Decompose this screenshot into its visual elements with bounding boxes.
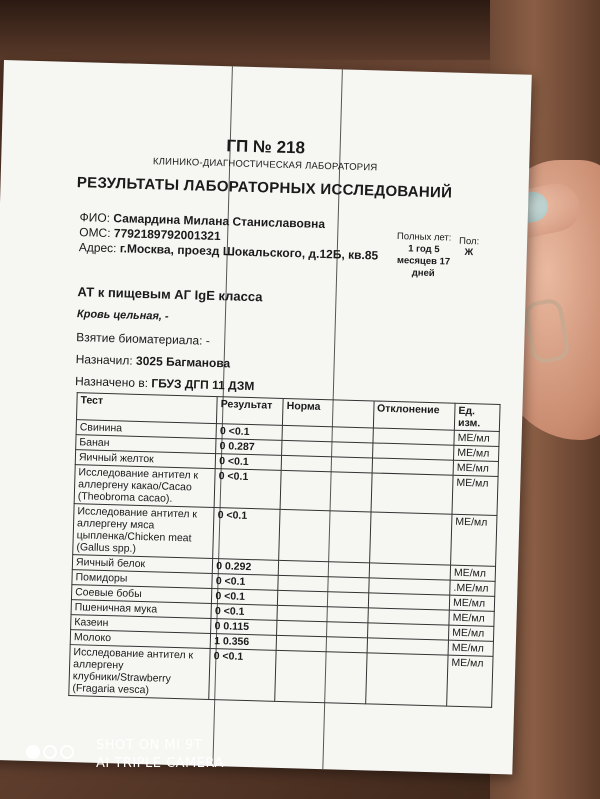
address: г.Москва, проезд Шокальского, д.12Б, кв.85 [119, 241, 379, 263]
col-result: Результат [217, 397, 284, 426]
prescribed-by: 3025 Багманова [135, 353, 231, 371]
cell-unit: .МЕ/мл [450, 580, 495, 596]
address-line [79, 240, 379, 262]
dot-icon [43, 745, 57, 759]
cell-test: Соевые бобы [71, 585, 212, 604]
cell-result: 0 0.292 [213, 559, 279, 576]
col-deviation: Отклонение [373, 401, 455, 430]
cell-deviation [371, 473, 453, 514]
oms-number: 7792189792001321 [113, 226, 221, 244]
cell-deviation [365, 653, 448, 706]
sampling-label: Взятие биоматериала: [76, 330, 203, 348]
sex-block [454, 236, 485, 259]
fio-label: ФИО: [79, 210, 111, 226]
cell-unit: МЕ/мл [452, 475, 498, 515]
age-block [388, 231, 459, 281]
prescribed-label: Назначил: [75, 352, 133, 368]
sampling-value: - [205, 333, 210, 348]
report-title: РЕЗУЛЬТАТЫ ЛАБОРАТОРНЫХ ИССЛЕДОВАНИЙ [76, 174, 453, 202]
cell-result: 0 <0.1 [215, 454, 281, 471]
watermark-line2: AI TRIPLE CAMERA [96, 756, 224, 771]
cell-result: 0 <0.1 [212, 574, 278, 591]
cell-unit: МЕ/мл [447, 655, 493, 707]
results-table [68, 392, 500, 708]
cell-unit: МЕ/мл [449, 610, 494, 626]
address-label: Адрес: [78, 240, 117, 256]
cell-result: 0 <0.1 [211, 604, 277, 621]
dot-icon [26, 745, 40, 759]
cell-result: 0 <0.1 [209, 648, 276, 701]
oms-label: ОМС: [79, 225, 111, 241]
cell-result: 0 0.287 [216, 439, 282, 456]
dot-icon [60, 745, 74, 759]
cell-unit: МЕ/мл [448, 640, 493, 656]
assigned-line [75, 374, 255, 393]
cell-test: Свинина [76, 420, 217, 439]
cell-result: 0 <0.1 [214, 469, 281, 510]
cell-unit: МЕ/мл [453, 460, 498, 476]
table-row [69, 645, 493, 708]
sex-value: Ж [464, 246, 474, 259]
cell-deviation [369, 512, 452, 565]
col-test: Тест [76, 393, 217, 424]
cell-result: 1 0.356 [210, 633, 276, 650]
cell-norm [279, 509, 371, 563]
prescribed-line [75, 352, 230, 370]
cell-test: Пшеничная мука [71, 600, 212, 619]
age-value: 1 год 5 [408, 243, 440, 256]
material: Кровь цельная, - [76, 308, 169, 323]
cell-test: Исследование антител к аллергену какао/Cacao (Theobroma cacao). [74, 465, 215, 508]
cell-test: Исследование антител к аллергену клубники/Strawberry (Fragaria vesca) [69, 645, 211, 700]
cell-unit: МЕ/мл [454, 445, 499, 461]
cell-test: Банан [76, 435, 217, 454]
sex-label: Пол: [458, 235, 480, 248]
cell-result: 0 0.115 [211, 619, 277, 636]
assigned-label: Назначено в: [74, 374, 149, 391]
cell-unit: МЕ/мл [449, 595, 494, 611]
cell-test: Помидоры [72, 570, 213, 589]
col-norm: Норма [283, 398, 374, 428]
cell-norm [280, 470, 371, 512]
cell-result: 0 <0.1 [213, 508, 280, 561]
cell-test: Исследование антител к аллергену мяса цыпленка/Chicken meat (Gallus spp.) [73, 504, 215, 559]
cell-test: Казеин [71, 615, 212, 634]
clinic-title: ГП № 218 [226, 136, 306, 158]
cell-unit: МЕ/мл [454, 430, 499, 446]
cell-test: Яичный желток [75, 450, 216, 469]
cell-test: Яичный белок [72, 555, 213, 574]
study-name: АТ к пищевым АГ IgE класса [77, 284, 263, 305]
age-label: Полных лет: [396, 231, 452, 244]
watermark-line1: SHOT ON MI 9T [96, 738, 203, 753]
lab-subtitle: КЛИНИКО-ДИАГНОСТИЧЕСКАЯ ЛАБОРАТОРИЯ [152, 156, 378, 174]
camera-dots [26, 745, 77, 764]
cell-unit: МЕ/мл [449, 625, 494, 641]
patient-name: Самардина Милана Станиславовна [113, 211, 326, 232]
cell-unit: МЕ/мл [450, 565, 495, 581]
lab-report-sheet [0, 60, 532, 774]
cell-test: Молоко [70, 630, 211, 649]
cell-result: 0 <0.1 [212, 589, 278, 606]
sampling-line [76, 330, 210, 348]
cell-norm [275, 650, 367, 704]
col-unit: Ед. изм. [454, 403, 500, 431]
age-value: дней [411, 267, 435, 280]
assigned-to: ГБУЗ ДГП 11 ДЗМ [151, 376, 255, 394]
cell-unit: МЕ/мл [451, 514, 497, 566]
cell-result: 0 <0.1 [216, 424, 282, 441]
age-value: месяцев 17 [396, 255, 451, 268]
